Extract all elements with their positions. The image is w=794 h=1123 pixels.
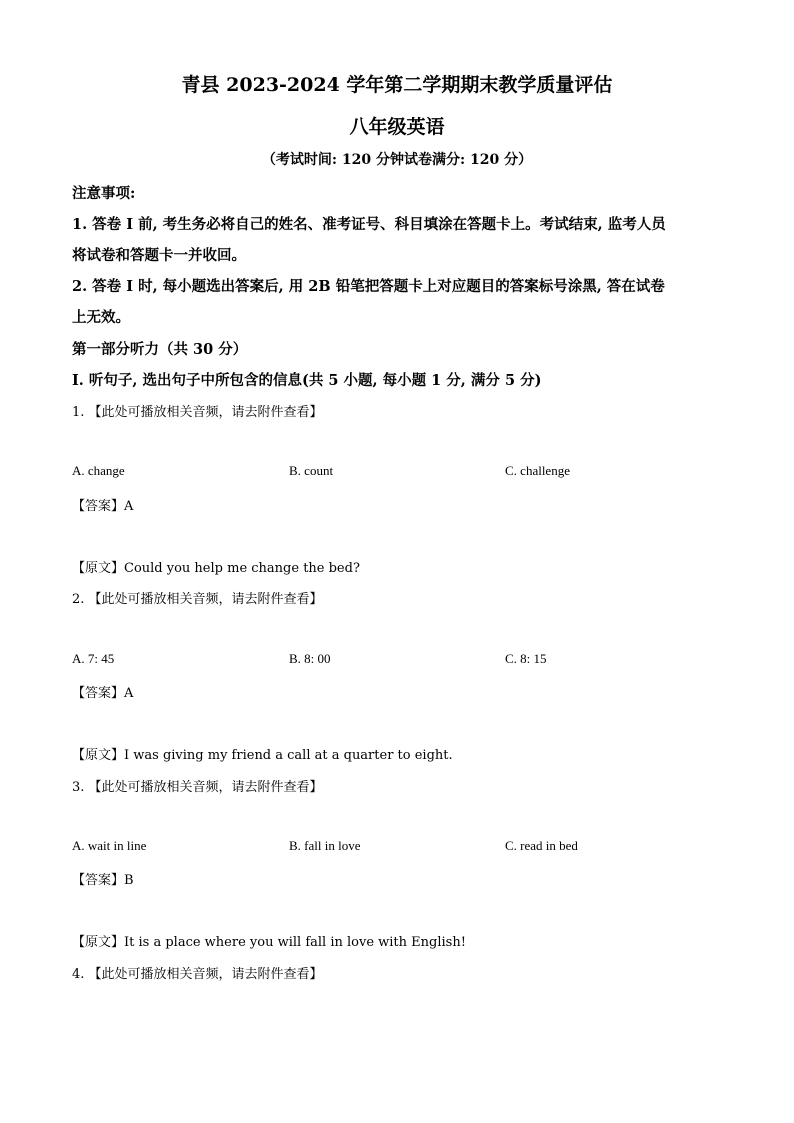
question-2-prompt: 2. 【此处可播放相关音频，请去附件查看】: [72, 592, 323, 607]
question-3-option-c: C. read in bed: [505, 838, 578, 853]
section1-heading: I. 听句子, 选出句子中所包含的信息(共 5 小题, 每小题 1 分, 满分 5 分): [72, 372, 542, 389]
question-1-option-b: B. count: [289, 463, 334, 478]
question-1-source: 【原文】Could you help me change the bed?: [72, 561, 360, 576]
notes-item-2-line-2: 上无效。: [72, 309, 130, 326]
exam-subject: 八年级英语: [349, 116, 445, 138]
question-2-option-c: C. 8: 15: [505, 651, 547, 666]
question-3-option-b: B. fall in love: [289, 838, 361, 853]
question-1-option-a: A. change: [72, 463, 125, 478]
notes-heading: 注意事项:: [72, 185, 136, 202]
notes-item-1-line-1: 1. 答卷 I 前, 考生务必将自己的姓名、准考证号、科目填涂在答题卡上。考试结束, 监考人员: [72, 216, 666, 233]
exam-info: （考试时间: 120 分钟试卷满分: 120 分）: [261, 152, 533, 168]
notes-item-2-line-1: 2. 答卷 I 时, 每小题选出答案后, 用 2B 铅笔把答题卡上对应题目的答案标号涂黑, 答在试卷: [72, 278, 665, 295]
question-3-answer: 【答案】B: [72, 873, 134, 888]
question-1-prompt: 1. 【此处可播放相关音频，请去附件查看】: [72, 405, 323, 420]
question-3-prompt: 3. 【此处可播放相关音频，请去附件查看】: [72, 780, 323, 795]
question-2-answer: 【答案】A: [72, 686, 134, 701]
question-2-option-a: A. 7: 45: [72, 651, 115, 666]
question-2-option-b: B. 8: 00: [289, 651, 331, 666]
question-1-option-c: C. challenge: [505, 463, 570, 478]
question-2-source: 【原文】I was giving my friend a call at a quarter to eight.: [72, 748, 453, 763]
question-1-answer: 【答案】A: [72, 499, 134, 514]
question-3-option-a: A. wait in line: [72, 838, 147, 853]
question-3-source: 【原文】It is a place where you will fall in love with English!: [72, 935, 466, 950]
notes-item-1-line-2: 将试卷和答题卡一并收回。: [72, 247, 246, 264]
exam-title: 青县 2023-2024 学年第二学期期末教学质量评估: [181, 74, 613, 96]
part1-heading: 第一部分听力（共 30 分）: [72, 341, 248, 358]
question-4-prompt: 4. 【此处可播放相关音频，请去附件查看】: [72, 967, 323, 982]
